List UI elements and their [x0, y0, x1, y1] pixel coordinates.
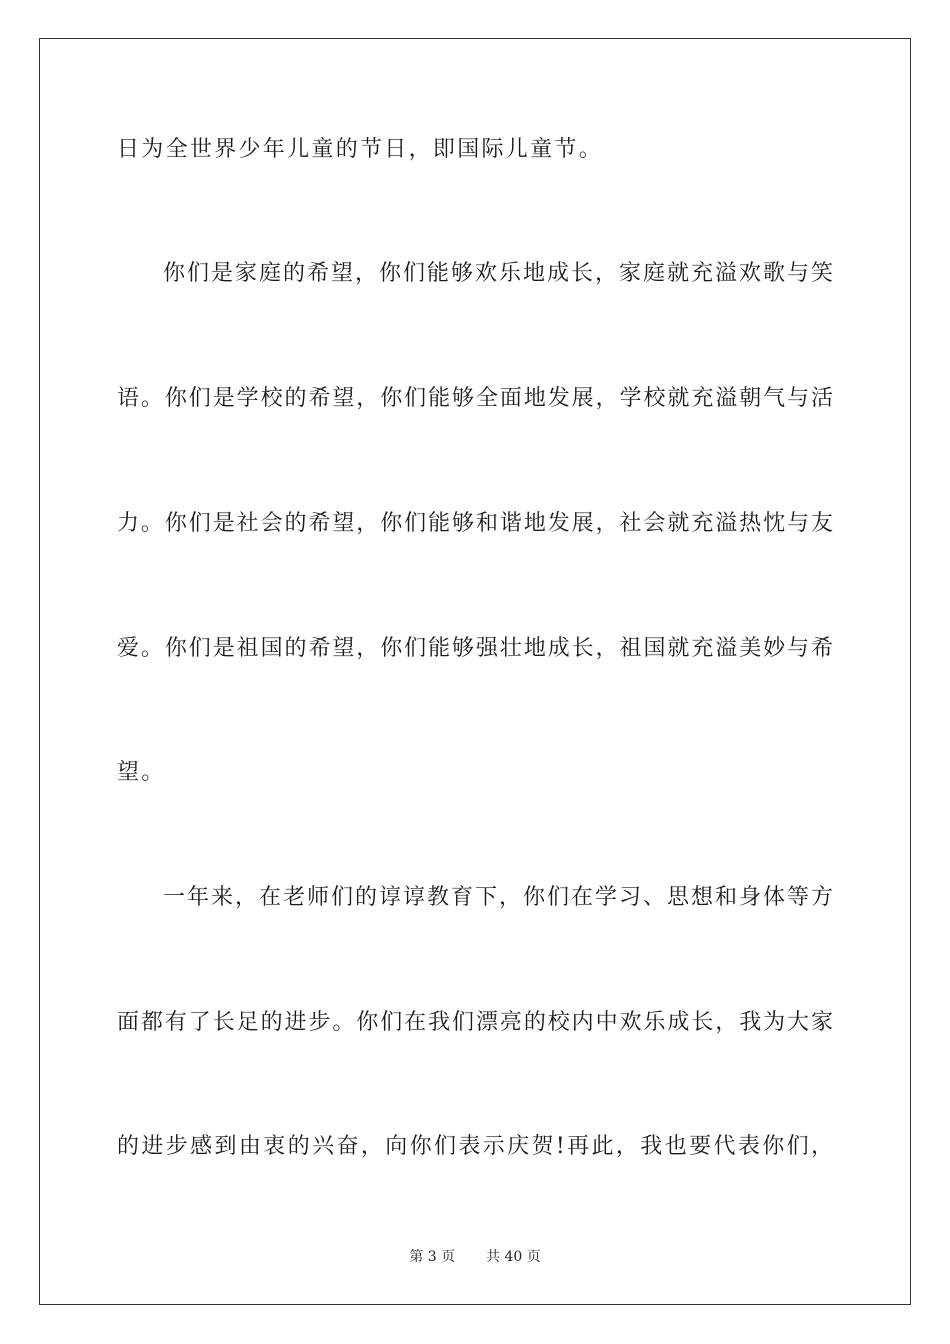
text-line: 一年来，在老师们的谆谆教育下，你们在学习、思想和身体等方: [163, 885, 833, 910]
text-line: 语。你们是学校的希望，你们能够全面地发展，学校就充溢朝气与活: [117, 386, 833, 411]
text-line: 的进步感到由衷的兴奋，向你们表示庆贺!再此，我也要代表你们，: [117, 1134, 833, 1159]
text-line: 力。你们是社会的希望，你们能够和谐地发展，社会就充溢热忱与友: [117, 511, 833, 536]
page-number: 第 3 页: [409, 1249, 456, 1265]
page-footer: [0, 1248, 950, 1266]
text-line: 望。: [117, 760, 166, 785]
text-line: 面都有了长足的进步。你们在我们漂亮的校内中欢乐成长，我为大家: [117, 1010, 833, 1035]
page-border: [39, 38, 911, 1305]
text-line: 日为全世界少年儿童的节日，即国际儿童节。: [117, 137, 604, 162]
page-total: 共 40 页: [486, 1249, 541, 1265]
text-line: 你们是家庭的希望，你们能够欢乐地成长，家庭就充溢欢歌与笑: [163, 261, 833, 286]
text-line: 爱。你们是祖国的希望，你们能够强壮地成长，祖国就充溢美妙与希: [117, 636, 833, 661]
